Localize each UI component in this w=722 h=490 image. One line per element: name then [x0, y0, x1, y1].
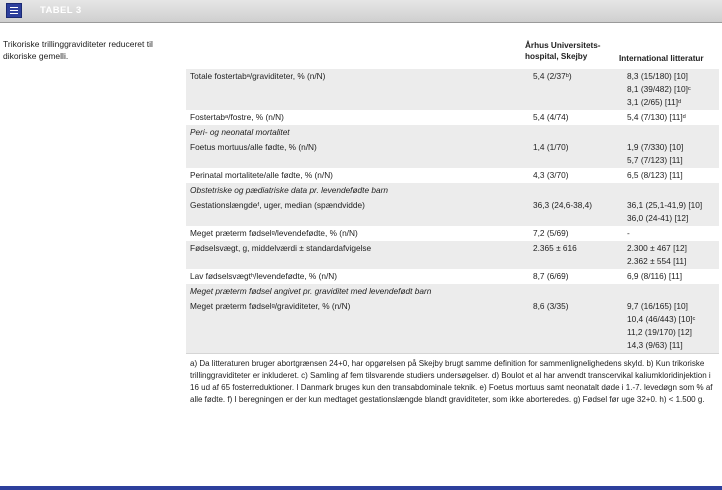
cell-aarhus: 1,4 (1/70)	[529, 140, 623, 168]
column-header-aarhus: Århus Universitets- hospital, Skejby	[525, 41, 601, 61]
cell-international-line: 5,7 (7/123) [11]	[627, 155, 683, 165]
table-row	[186, 69, 719, 110]
table-row	[186, 241, 719, 269]
cell-aarhus: 8,6 (3/35)	[529, 299, 623, 353]
data-table	[186, 69, 719, 353]
cell-international	[623, 69, 719, 110]
table-row	[186, 299, 719, 353]
cell-international	[623, 241, 719, 269]
cell-international	[623, 140, 719, 168]
cell-international	[623, 110, 719, 125]
cell-aarhus: 5,4 (2/37ᵇ)	[529, 69, 623, 110]
cell-international	[623, 168, 719, 183]
cell-international-line: 1,9 (7/330) [10]	[627, 142, 684, 152]
cell-international-line: 8,1 (39/482) [10]ᶜ	[627, 84, 691, 94]
cell-aarhus: 4,3 (3/70)	[533, 170, 569, 180]
cell-international-line: 8,3 (15/180) [10]	[627, 71, 688, 81]
row-label: Foetus mortuus/alle fødte, % (n/N)	[186, 140, 529, 168]
cell-aarhus	[529, 125, 623, 140]
cell-aarhus: 7,2 (5/69)	[533, 228, 569, 238]
cell-international-line: 5,4 (7/130) [11]ᵈ	[627, 112, 686, 122]
cell-international-line: 14,3 (9/63) [11]	[627, 340, 683, 350]
table-row	[186, 284, 719, 299]
table-title: TABEL 3	[40, 5, 82, 16]
row-label: Totale fostertabᵃ/graviditeter, % (n/N)	[186, 69, 529, 110]
cell-international	[623, 269, 719, 284]
cell-aarhus: 2.365 ± 616	[529, 241, 623, 269]
table-row	[186, 183, 719, 198]
cell-international-line: 6,5 (8/123) [11]	[627, 170, 683, 180]
row-label: Fødselsvægt, g, middelværdi ± standardafvigelse	[186, 241, 529, 269]
row-label: Meget præterm fødselᵍ/graviditeter, % (n/N)	[186, 299, 529, 353]
table-header-bar	[0, 0, 722, 23]
cell-international-line: 36,1 (25,1-41,9) [10]	[627, 200, 703, 210]
menu-icon[interactable]	[6, 3, 22, 18]
cell-international	[623, 198, 719, 226]
row-label: Gestationslængdeᶠ, uger, median (spændvidde)	[186, 198, 529, 226]
cell-aarhus	[529, 183, 623, 198]
cell-international-line: 6,9 (8/116) [11]	[627, 271, 683, 281]
cell-international-line: 36,0 (24-41) [12]	[627, 213, 689, 223]
cell-international-line: -	[627, 228, 630, 238]
table-row	[186, 226, 719, 241]
column-headers	[186, 36, 719, 69]
table-row	[186, 198, 719, 226]
cell-international	[623, 183, 719, 198]
row-label: Lav fødselsvægtʰ/levendefødte, % (n/N)	[190, 271, 338, 281]
row-label: Meget præterm fødselᵍ/levendefødte, % (n/N)	[190, 228, 358, 238]
cell-international	[623, 125, 719, 140]
cell-international	[623, 299, 719, 353]
cell-aarhus	[529, 284, 623, 299]
cell-international-line: 2.300 ± 467 [12]	[627, 243, 687, 253]
table-row	[186, 168, 719, 183]
cell-international-line: 11,2 (19/170) [12]	[627, 327, 692, 337]
cell-international-line: 9,7 (16/165) [10]	[627, 301, 688, 311]
cell-international	[623, 284, 719, 299]
bottom-bar	[0, 486, 722, 490]
table-row	[186, 125, 719, 140]
section-heading: Peri- og neonatal mortalitet	[186, 125, 529, 140]
table-content	[186, 36, 719, 409]
cell-international	[623, 226, 719, 241]
footnote: a) Da litteraturen bruger abortgrænsen 24+0, har opgørelsen på Skejby brugt samme definition for sammenlignelighedens skyld. b) Kun trikoriske trillinggraviditeter er inkluderet. c) Samling af fem tilsvarende studiers undersøgelser. d) Boulot et al har anvendt transcervikal kaliumkloridinjektion i 16 ud af 65 fosterreduktioner. I Danmark bruges kun den transabdominale teknik. e) Foetus mortuus samt neonatalt døde i 1.-7. levedøgn som % af alle fødte. f) I beregningen er der kun medtaget gestationslængde blandt graviditeter, som ikke aborteredes. g) Fødsel før uge 32+0. h) < 1.500 g.	[186, 353, 719, 409]
section-heading: Obstetriske og pædiatriske data pr. levendefødte barn	[186, 183, 529, 198]
column-header-international: International litteratur	[619, 54, 704, 63]
table-caption: Trikoriske trillinggraviditeter reduceret til dikoriske gemelli.	[3, 39, 153, 61]
table-row	[186, 140, 719, 168]
section-heading: Meget præterm fødsel angivet pr. graviditet med levendefødt barn	[186, 284, 529, 299]
cell-international-line: 3,1 (2/65) [11]ᵈ	[627, 97, 682, 107]
row-label: Fostertabᵃ/fostre, % (n/N)	[190, 112, 284, 122]
cell-aarhus: 36,3 (24,6-38,4)	[529, 198, 623, 226]
table-row	[186, 110, 719, 125]
row-label: Perinatal mortalitete/alle fødte, % (n/N)	[190, 170, 333, 180]
cell-international-line: 10,4 (46/443) [10]ᶜ	[627, 314, 696, 324]
cell-international-line: 2.362 ± 554 [11]	[627, 256, 687, 266]
table-row	[186, 269, 719, 284]
cell-aarhus: 5,4 (4/74)	[533, 112, 569, 122]
cell-aarhus: 8,7 (6/69)	[533, 271, 569, 281]
